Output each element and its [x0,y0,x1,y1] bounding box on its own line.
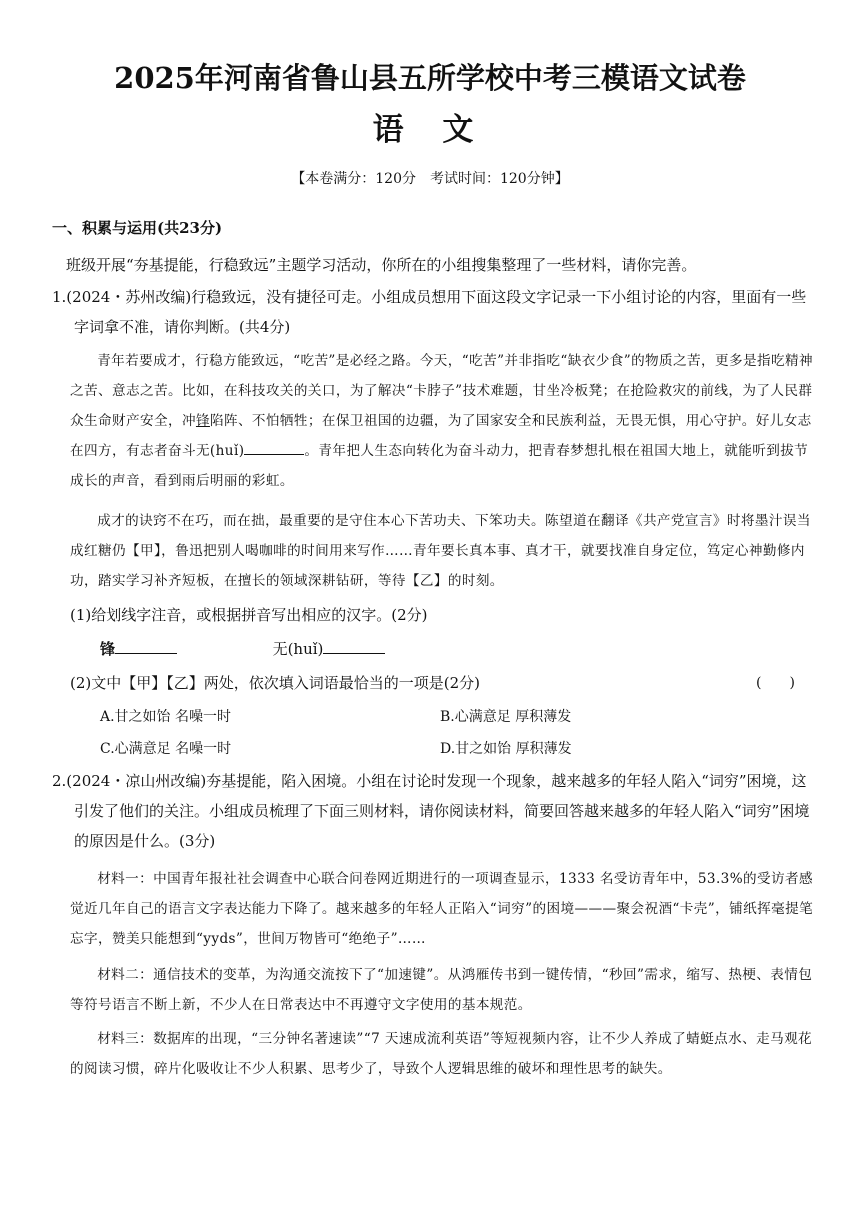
option-a[interactable]: A.甘之如饴 名噪一时 [100,709,232,725]
option-b[interactable]: B.心满意足 厚积薄发 [440,709,572,725]
question-2-stem [52,766,816,856]
material-1: 材料一：中国青年报社社会调查中心联合问卷网近期进行的一项调查显示，1333 名受访青年中，53.3%的受访者感觉近几年自己的语言文字表达能力下降了。越来越多的年轻人正陷入“词穷”的困境———聚会祝酒“卡壳”，铺纸挥毫提笔忘字，赞美只能想到“yyds”，世间万物皆可“绝绝子”…… [70,871,814,947]
material-2: 材料二：通信技术的变革，为沟通交流按下了“加速键”。从鸿雁传书到一键传情，“秒回”需求，缩写、热梗、表情包等符号语言不断上新，不少人在日常表达中不再遵守文字使用的基本规范。 [70,967,813,1013]
subject-heading: 语 文 [372,112,488,148]
question-1-sub-2: (2)文中【甲】【乙】两处，依次填入词语最恰当的一项是(2分) [70,674,480,692]
exam-meta: 【本卷满分：120分 考试时间：120分钟】 [291,171,569,187]
passage-1-part-c: 。青年把人生态向转化为奋斗动力，把青春梦想扎根在祖国大地上，就能听到拔节成长的声音，看到雨后明丽的彩虹。 [70,443,809,489]
option-c[interactable]: C.心满意足 名噪一时 [100,741,232,757]
section-heading: 一、积累与运用(共23分) [52,219,223,237]
underlined-char: 锋 [195,413,210,429]
fill-blank-1[interactable] [115,639,177,654]
question-1-sub-1: (1)给划线字注音，或根据拼音写出相应的汉字。(2分) [70,606,428,624]
fill-blank-2[interactable] [323,639,385,654]
answer-paren[interactable]: ( ) [756,675,795,691]
passage-1-part-b: 陷阵、不怕牺牲；在保卫祖国的边疆，为了国家安全和民族利益，无畏无惧，用心守护。好儿女志在四方，有志者奋斗无(huǐ) [70,413,812,459]
question-1-passage-1 [70,346,816,496]
question-1-passage-2: 成才的诀窍不在巧，而在拙，最重要的是守住本心下苦功夫、下笨功夫。陈望道在翻译《共产党宣言》时将墨汁误当成红糖仍【甲】，鲁迅把别人喝咖啡的时间用来写作……青年要长真本事、真才干，就要找准自身定位，笃定心神勤修内功，踏实学习补齐短板，在擅长的领域深耕钻研，等待【乙】的时刻。 [70,513,811,589]
section-intro: 班级开展“夯基提能，行稳致远”主题学习活动，你所在的小组搜集整理了一些材料，请你完善。 [66,256,697,274]
fill-row [100,634,816,664]
material-3: 材料三：数据库的出现，“三分钟名著速读”“7 天速成流利英语”等短视频内容，让不少人养成了蜻蜓点水、走马观花的阅读习惯，碎片化吸收让不少人积累、思考少了，导致个人逻辑思维的破坏和理性思考的缺失。 [70,1031,813,1077]
question-2-text: 2.(2024・凉山州改编)夯基提能，陷入困境。小组在讨论时发现一个现象，越来越多的年轻人陷入“词穷”困境，这引发了他们的关注。小组成员梳理了下面三则材料，请你阅读材料，简要回答越来越多的年轻人陷入“词穷”困境的原因是什么。(3分) [52,772,810,850]
option-d[interactable]: D.甘之如饴 厚积薄发 [440,741,572,757]
passage-1-part-a: 青年若要成才，行稳方能致远，“吃苦”是必经之路。今天，“吃苦”并非指吃“缺衣少食”的物质之苦，更多是指吃精神之苦、意志之苦。比如，在科技攻关的关口，为了解决“卡脖子”技术难题，甘坐冷板凳；在抢险救灾的前线，为了人民群众生命财产安全，冲 [70,353,813,429]
fill-label-2: 无(huǐ) [272,640,324,658]
answer-blank[interactable] [244,440,304,455]
question-1-text: 1.(2024・苏州改编)行稳致远，没有捷径可走。小组成员想用下面这段文字记录一下小组讨论的内容，里面有一些字词拿不准，请你判断。(共4分) [52,288,807,336]
exam-title: 2025年河南省鲁山县五所学校中考三模语文试卷 [114,61,746,95]
question-1-stem [52,282,816,342]
fill-label-1: 锋 [100,640,116,658]
